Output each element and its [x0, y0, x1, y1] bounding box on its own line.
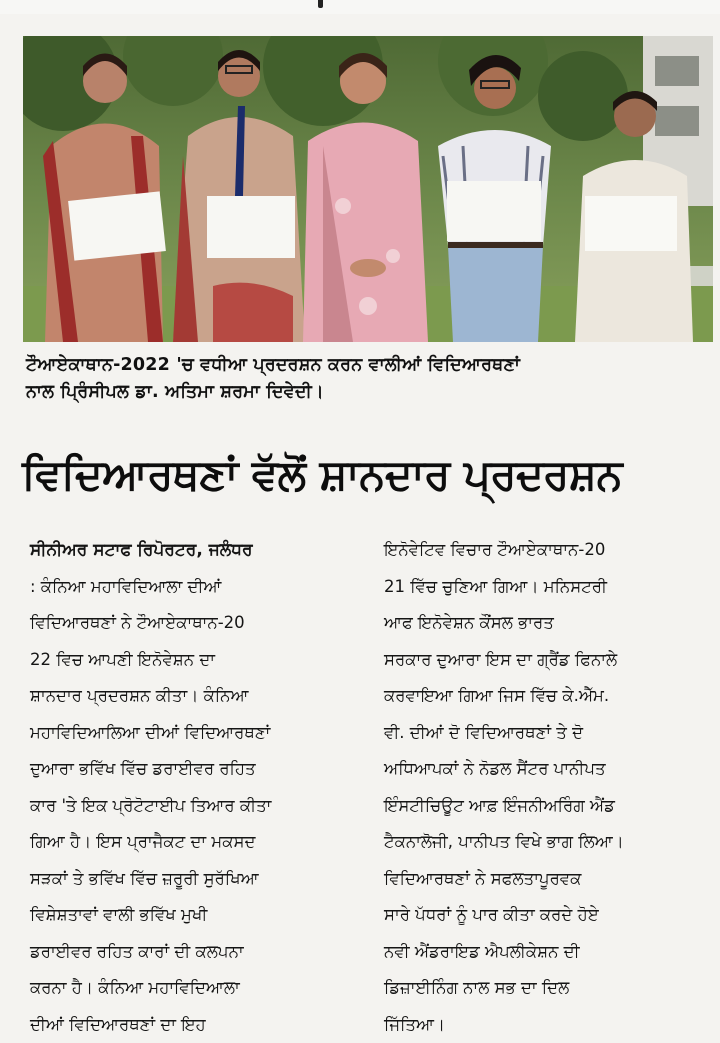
body-line: ਡਰਾਈਵਰ ਰਹਿਤ ਕਾਰਾਂ ਦੀ ਕਲਪਨਾ [30, 934, 365, 971]
clipping-mark [318, 0, 323, 8]
body-line: ਦੁਆਰਾ ਭਵਿੱਖ ਵਿੱਚ ਡਰਾਈਵਰ ਰਹਿਤ [30, 751, 365, 788]
body-line: ਵਿਦਿਆਰਥਣਾਂ ਨੇ ਸਫਲਤਾਪੂਰਵਕ [384, 861, 714, 898]
body-line: ਮਹਾਵਿਦਿਆਲਿਆ ਦੀਆਂ ਵਿਦਿਆਰਥਣਾਂ [30, 715, 365, 752]
news-photo-illustration [23, 36, 713, 342]
article-column-left [30, 532, 365, 1043]
photo-caption [26, 352, 716, 406]
article-headline: ਵਿਦਿਆਰਥਣਾਂ ਵੱਲੋਂ ਸ਼ਾਨਦਾਰ ਪ੍ਰਦਰਸ਼ਨ [22, 446, 716, 504]
article-column-right [384, 532, 714, 1043]
byline: ਸੀਨੀਅਰ ਸਟਾਫ ਰਿਪੋਰਟਰ, ਜਲੰਧਰ [30, 532, 365, 569]
body-line: ਗਿਆ ਹੈ। ਇਸ ਪ੍ਰਾਜੈਕਟ ਦਾ ਮਕਸਦ [30, 824, 365, 861]
body-line: ਨਵੀ ਐਂਡਰਾਇਡ ਐਪਲੀਕੇਸ਼ਨ ਦੀ [384, 934, 714, 971]
body-line: ਕਾਰ 'ਤੇ ਇਕ ਪ੍ਰੋਟੋਟਾਈਪ ਤਿਆਰ ਕੀਤਾ [30, 788, 365, 825]
body-line: ਇਨੋਵੇਟਿਵ ਵਿਚਾਰ ਟੌਆਏਕਾਥਾਨ-20 [384, 532, 714, 569]
body-line: ਸ਼ਾਨਦਾਰ ਪ੍ਰਦਰਸ਼ਨ ਕੀਤਾ। ਕੰਨਿਆ [30, 678, 365, 715]
caption-line: ਨਾਲ ਪ੍ਰਿੰਸੀਪਲ ਡਾ. ਅਤਿਮਾ ਸ਼ਰਮਾ ਦਿਵੇਦੀ। [26, 379, 716, 406]
body-line: ਸੜਕਾਂ ਤੇ ਭਵਿੱਖ ਵਿੱਚ ਜ਼ਰੂਰੀ ਸੁਰੱਖਿਆ [30, 861, 365, 898]
body-line: ਟੈਕਨਾਲੋਜੀ, ਪਾਨੀਪਤ ਵਿਖੇ ਭਾਗ ਲਿਆ। [384, 824, 714, 861]
body-line: ਵਿਸ਼ੇਸ਼ਤਾਵਾਂ ਵਾਲੀ ਭਵਿੱਖ ਮੁਖੀ [30, 897, 365, 934]
body-line: ਵਿਦਿਆਰਥਣਾਂ ਨੇ ਟੌਆਏਕਾਥਾਨ-20 [30, 605, 365, 642]
news-photo [23, 36, 713, 342]
body-line: ਸਰਕਾਰ ਦੁਆਰਾ ਇਸ ਦਾ ਗ੍ਰੈਂਡ ਫਿਨਾਲੇ [384, 642, 714, 679]
body-line: ਆਫ ਇਨੋਵੇਸ਼ਨ ਕੌਂਸਲ ਭਾਰਤ [384, 605, 714, 642]
body-line: ਅਧਿਆਪਕਾਂ ਨੇ ਨੋਡਲ ਸੈਂਟਰ ਪਾਨੀਪਤ [384, 751, 714, 788]
body-line: : ਕੰਨਿਆ ਮਹਾਵਿਦਿਆਲਾ ਦੀਆਂ [30, 569, 365, 606]
clipping-edge [0, 0, 720, 14]
body-line: 21 ਵਿੱਚ ਚੁਣਿਆ ਗਿਆ। ਮਨਿਸਟਰੀ [384, 569, 714, 606]
body-line: ਜਿੱਤਿਆ। [384, 1007, 714, 1043]
body-line: ਕਰਨਾ ਹੈ। ਕੰਨਿਆ ਮਹਾਵਿਦਿਆਲਾ [30, 970, 365, 1007]
body-line: 22 ਵਿਚ ਆਪਣੀ ਇਨੋਵੇਸ਼ਨ ਦਾ [30, 642, 365, 679]
body-line: ਸਾਰੇ ਪੱਧਰਾਂ ਨੂੰ ਪਾਰ ਕੀਤਾ ਕਰਦੇ ਹੋਏ [384, 897, 714, 934]
body-line: ਵੀ. ਦੀਆਂ ਦੋ ਵਿਦਿਆਰਥਣਾਂ ਤੇ ਦੋ [384, 715, 714, 752]
body-line: ਡਿਜ਼ਾਈਨਿੰਗ ਨਾਲ ਸਭ ਦਾ ਦਿਲ [384, 970, 714, 1007]
body-line: ਇੰਸਟੀਚਿਊਟ ਆਫ਼ ਇੰਜਨੀਅਰਿੰਗ ਐਂਡ [384, 788, 714, 825]
caption-line: ਟੌਆਏਕਾਥਾਨ-2022 'ਚ ਵਧੀਆ ਪ੍ਰਦਰਸ਼ਨ ਕਰਨ ਵਾਲੀਆਂ ਵਿਦਿਆਰਥਣਾਂ [26, 352, 716, 379]
body-line: ਕਰਵਾਇਆ ਗਿਆ ਜਿਸ ਵਿੱਚ ਕੇ.ਐੱਮ. [384, 678, 714, 715]
body-line: ਦੀਆਂ ਵਿਦਿਆਰਥਣਾਂ ਦਾ ਇਹ [30, 1007, 365, 1043]
